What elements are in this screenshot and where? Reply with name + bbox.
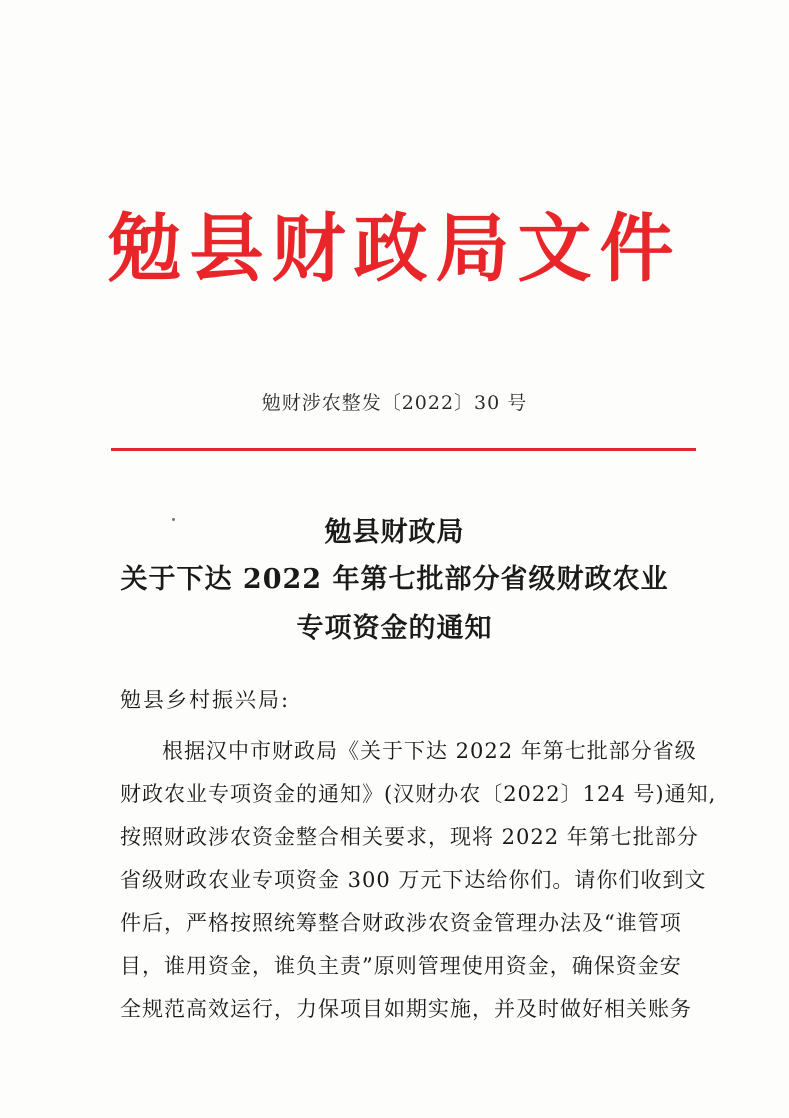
- addressee: 勉县乡村振兴局:: [120, 688, 291, 712]
- masthead-title: 勉县财政局文件: [107, 206, 682, 292]
- body-line: 省级财政农业专项资金 300 万元下达给你们。请你们收到文: [120, 868, 707, 892]
- body-line: 根据汉中市财政局《关于下达 2022 年第七批部分省级: [162, 739, 697, 763]
- red-divider-line: [111, 448, 696, 451]
- body-line: 目，谁用资金，谁负主责”原则管理使用资金，确保资金安: [120, 954, 682, 978]
- body-line: 全规范高效运行，力保项目如期实施，并及时做好相关账务: [120, 997, 692, 1021]
- document-number: 勉财涉农整发〔2022〕30 号: [261, 392, 528, 414]
- body-line: 按照财政涉农资金整合相关要求，现将 2022 年第七批部分: [120, 825, 699, 849]
- body-line: 财政农业专项资金的通知》(汉财办农〔2022〕124 号)通知,: [120, 782, 717, 806]
- body-line: 件后，严格按照统筹整合财政涉农资金管理办法及“谁管项: [120, 911, 682, 935]
- title-line-2: 关于下达 2022 年第七批部分省级财政农业: [120, 564, 669, 595]
- title-line-3: 专项资金的通知: [296, 613, 493, 644]
- title-line-1: 勉县财政局: [324, 517, 465, 548]
